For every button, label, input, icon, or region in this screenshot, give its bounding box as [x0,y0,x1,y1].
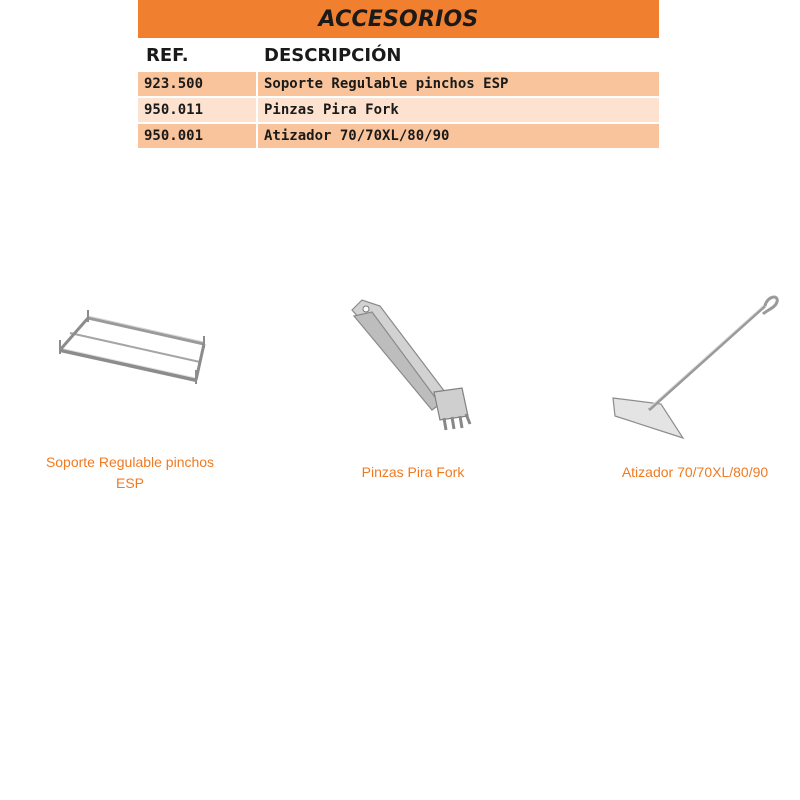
table-title-bar [138,0,659,38]
product-image-skewer-rack [50,300,210,400]
table-header-row [138,38,659,72]
ref-cell: 923.500 [144,76,204,92]
product-image-poker [605,292,790,442]
description-cell: Pinzas Pira Fork [264,102,399,118]
table-title: ACCESORIOS [318,6,479,32]
product-caption: Atizador 70/70XL/80/90 [621,464,769,480]
ref-cell: 950.011 [144,102,204,118]
ref-cell: 950.001 [144,128,204,144]
table-row [138,72,659,96]
column-header-ref: REF. [146,44,189,66]
product-caption: Pinzas Pira Fork [361,464,465,480]
table-row [138,98,659,122]
description-cell: Atizador 70/70XL/80/90 [264,128,450,144]
column-header-description: DESCRIPCIÓN [264,44,402,66]
table-row [138,124,659,148]
product-caption: Soporte Regulable pinchos ESP [45,454,215,491]
accessories-table [138,0,659,150]
description-cell: Soporte Regulable pinchos ESP [264,76,509,92]
product-image-tongs [340,296,490,436]
